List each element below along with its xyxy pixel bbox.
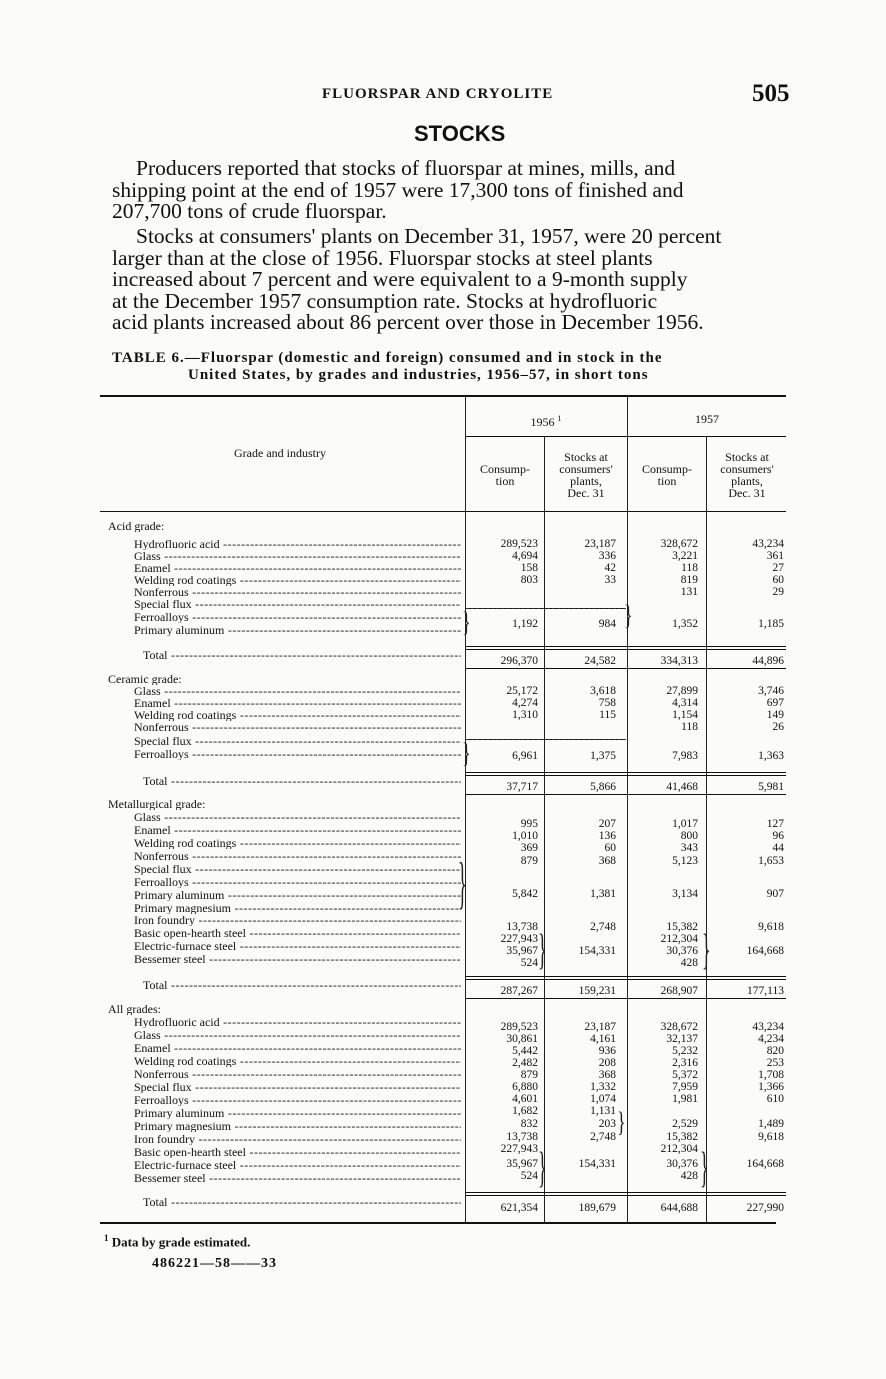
table-cell: 879 bbox=[520, 1069, 538, 1081]
table-cell: 3,134 bbox=[672, 888, 698, 900]
table-cell: 334,313 bbox=[660, 655, 698, 667]
table-cell: 832 bbox=[520, 1118, 538, 1130]
header-line: plants, bbox=[570, 474, 602, 488]
industry-label: Welding rod coatings ----- bbox=[134, 837, 461, 849]
brace: } bbox=[538, 1143, 547, 1191]
table-cell: 1,375 bbox=[590, 750, 616, 762]
grade-heading: Acid grade: bbox=[108, 520, 165, 532]
brace: } bbox=[700, 1143, 709, 1191]
total-rule bbox=[466, 668, 786, 669]
table-cell: 610 bbox=[766, 1093, 784, 1105]
table-cell: 1,332 bbox=[590, 1081, 616, 1093]
table-cell: 1,154 bbox=[672, 709, 698, 721]
caption-line-2 bbox=[112, 367, 792, 384]
column-rule bbox=[544, 437, 545, 1222]
table-cell: 23,187 bbox=[584, 538, 616, 550]
consumption-header-1957 bbox=[628, 463, 706, 487]
table-cell: 118 bbox=[681, 562, 698, 574]
total-rule bbox=[466, 1192, 786, 1193]
table-cell: 177,113 bbox=[747, 985, 784, 997]
table-cell: 4,601 bbox=[512, 1093, 538, 1105]
table-cell: 1,708 bbox=[758, 1069, 784, 1081]
industry-label: Nonferrous ----- bbox=[134, 586, 461, 598]
caption-text-2: United States, by grades and industries, 1956–57, in short tons bbox=[188, 367, 649, 383]
industry-label: Welding rod coatings ----- bbox=[134, 709, 461, 721]
table-cell: 361 bbox=[766, 550, 784, 562]
table-top-rule bbox=[100, 395, 786, 397]
total-rule bbox=[466, 998, 786, 999]
table-cell: 227,990 bbox=[746, 1202, 784, 1214]
industry-label: Enamel ----- bbox=[134, 697, 461, 709]
table-cell: 15,382 bbox=[666, 921, 698, 933]
table-cell: 296,370 bbox=[500, 655, 538, 667]
table-cell: 96 bbox=[772, 830, 784, 842]
header-line: Dec. 31 bbox=[728, 486, 766, 500]
table-cell: 33 bbox=[604, 574, 616, 586]
table-cell: 621,354 bbox=[500, 1202, 538, 1214]
table-cell: 164,668 bbox=[746, 1158, 784, 1170]
table-cell: 1,074 bbox=[590, 1093, 616, 1105]
table-cell: 32,137 bbox=[666, 1033, 698, 1045]
table-cell: 203 bbox=[598, 1118, 616, 1130]
table-cell: 7,983 bbox=[672, 750, 698, 762]
total-rule bbox=[466, 976, 786, 977]
table-cell: 1,192 bbox=[512, 618, 538, 630]
table-cell: 343 bbox=[680, 842, 698, 854]
table-cell: 4,161 bbox=[590, 1033, 616, 1045]
table-cell: 800 bbox=[680, 830, 698, 842]
table-cell: 131 bbox=[680, 586, 698, 598]
industry-label: Special flux ----- bbox=[134, 863, 461, 875]
year-rule bbox=[466, 436, 786, 437]
table-cell: 1,352 bbox=[672, 618, 698, 630]
header-line: Stocks at bbox=[564, 450, 608, 464]
header-line: Consump- bbox=[479, 462, 530, 476]
table-cell: 5,372 bbox=[672, 1069, 698, 1081]
table-cell: 164,668 bbox=[746, 945, 784, 957]
table-cell: 995 bbox=[520, 818, 538, 830]
table-cell: 158 bbox=[520, 562, 538, 574]
table-cell: 9,618 bbox=[758, 921, 784, 933]
table-cell: 936 bbox=[598, 1045, 616, 1057]
industry-label: Bessemer steel ----- bbox=[134, 1172, 461, 1184]
table-cell: 820 bbox=[766, 1045, 784, 1057]
total-rule bbox=[466, 1195, 786, 1196]
table-cell: 1,682 bbox=[512, 1105, 538, 1117]
table-cell: 24,582 bbox=[584, 655, 616, 667]
table-cell: 5,232 bbox=[672, 1045, 698, 1057]
brace: } bbox=[617, 1106, 626, 1138]
table-cell: 212,304 bbox=[660, 1143, 698, 1155]
industry-label: Special flux ----- bbox=[134, 598, 461, 610]
table-cell: 26 bbox=[772, 721, 784, 733]
footnote-ref: 1 bbox=[557, 414, 562, 423]
paragraph-line: acid plants increased about 86 percent over those in December 1956. bbox=[112, 310, 704, 334]
table-cell: 368 bbox=[598, 1069, 616, 1081]
industry-label: Primary magnesium ----- bbox=[134, 902, 461, 914]
table-cell: 2,748 bbox=[590, 921, 616, 933]
table-cell: 4,274 bbox=[512, 697, 538, 709]
total-label: Total ----- bbox=[143, 979, 461, 991]
table-cell: 60 bbox=[772, 574, 784, 586]
industry-label: Basic open-hearth steel ----- bbox=[134, 927, 461, 939]
table-cell: 5,123 bbox=[672, 855, 698, 867]
table-cell: 2,316 bbox=[672, 1057, 698, 1069]
table-cell: 4,314 bbox=[672, 697, 698, 709]
table-cell: 227,943 bbox=[500, 1143, 538, 1155]
industry-label: Special flux ----- bbox=[134, 735, 461, 747]
table-cell: 3,618 bbox=[590, 685, 616, 697]
table-cell: 1,381 bbox=[590, 888, 616, 900]
table-cell: 227,943 bbox=[500, 933, 538, 945]
table-cell: 336 bbox=[598, 550, 616, 562]
header-line: plants, bbox=[731, 474, 763, 488]
table-cell: 328,672 bbox=[660, 538, 698, 550]
paragraph-line: 207,700 tons of crude fluorspar. bbox=[112, 199, 387, 223]
table-cell: 1,981 bbox=[672, 1093, 698, 1105]
industry-label: Glass ----- bbox=[134, 550, 461, 562]
table-cell: 2,482 bbox=[512, 1057, 538, 1069]
header-line: consumers' bbox=[720, 462, 774, 476]
table-cell: 268,907 bbox=[660, 985, 698, 997]
table-cell: 287,267 bbox=[500, 985, 538, 997]
brace: } bbox=[702, 925, 711, 973]
table-cell: 27,899 bbox=[666, 685, 698, 697]
table-cell: 13,738 bbox=[506, 1131, 538, 1143]
header-line: Stocks at bbox=[725, 450, 769, 464]
table-cell: 3,746 bbox=[758, 685, 784, 697]
table-cell: 189,679 bbox=[578, 1202, 616, 1214]
header-bottom-rule bbox=[100, 511, 786, 512]
table-cell: 6,880 bbox=[512, 1081, 538, 1093]
table-cell: 5,842 bbox=[512, 888, 538, 900]
caption-text-1: —Fluorspar (domestic and foreign) consumed and in stock in the bbox=[184, 350, 663, 366]
table-cell: 524 bbox=[520, 957, 538, 969]
header-line: consumers' bbox=[559, 462, 613, 476]
running-head: FLUORSPAR AND CRYOLITE bbox=[322, 86, 554, 102]
table-cell: 42 bbox=[604, 562, 616, 574]
industry-label: Primary aluminum ----- bbox=[134, 624, 461, 636]
table-cell: 43,234 bbox=[752, 1021, 784, 1033]
dashed-rule bbox=[466, 608, 626, 609]
total-rule bbox=[466, 772, 786, 773]
total-label: Total ----- bbox=[143, 649, 461, 661]
grade-heading: All grades: bbox=[108, 1003, 161, 1015]
table-cell: 1,366 bbox=[758, 1081, 784, 1093]
table-cell: 2,529 bbox=[672, 1118, 698, 1130]
table-cell: 1,489 bbox=[758, 1118, 784, 1130]
table-cell: 15,382 bbox=[666, 1131, 698, 1143]
industry-label: Iron foundry ----- bbox=[134, 914, 461, 926]
dashed-rule bbox=[466, 739, 626, 740]
table-cell: 35,967 bbox=[506, 1158, 538, 1170]
page-number: 505 bbox=[752, 80, 790, 107]
table-cell: 1,131 bbox=[590, 1105, 616, 1117]
table-cell: 879 bbox=[520, 855, 538, 867]
total-rule bbox=[466, 979, 786, 980]
table-bottom-rule bbox=[100, 1222, 776, 1224]
industry-label: Enamel ----- bbox=[134, 562, 461, 574]
table-cell: 154,331 bbox=[578, 945, 616, 957]
table-cell: 60 bbox=[604, 842, 616, 854]
table-cell: 819 bbox=[680, 574, 698, 586]
table-cell: 1,010 bbox=[512, 830, 538, 842]
industry-label: Glass ----- bbox=[134, 1029, 461, 1041]
paragraph-line: Stocks at consumers' plants on December 31, 1957, were 20 percent bbox=[136, 224, 722, 248]
paragraph-line: at the December 1957 consumption rate. Stocks at hydrofluoric bbox=[112, 288, 658, 313]
paragraph-line: shipping point at the end of 1957 were 17,300 tons of finished and bbox=[112, 177, 684, 202]
total-label: Total ----- bbox=[143, 1196, 461, 1208]
table-cell: 29 bbox=[772, 586, 784, 598]
total-rule bbox=[466, 649, 786, 650]
table-cell: 43,234 bbox=[752, 538, 784, 550]
table-cell: 369 bbox=[520, 842, 538, 854]
table-cell: 289,523 bbox=[500, 538, 538, 550]
industry-label: Nonferrous ----- bbox=[134, 721, 461, 733]
industry-label: Electric-furnace steel ----- bbox=[134, 1159, 461, 1171]
industry-label: Hydrofluoric acid ----- bbox=[134, 538, 461, 550]
section-title: STOCKS bbox=[414, 121, 506, 146]
table-cell: 159,231 bbox=[578, 985, 616, 997]
footnote bbox=[104, 1233, 250, 1250]
table-cell: 428 bbox=[680, 1170, 698, 1182]
header-line: Dec. 31 bbox=[567, 486, 605, 500]
brace: } bbox=[462, 606, 471, 638]
industry-label: Ferroalloys ----- bbox=[134, 1094, 461, 1106]
grade-heading: Metallurgical grade: bbox=[108, 798, 206, 810]
stub-header: Grade and industry bbox=[234, 446, 326, 460]
table-cell: 30,861 bbox=[506, 1033, 538, 1045]
caption-line-1 bbox=[112, 350, 792, 367]
table-cell: 44 bbox=[772, 842, 784, 854]
brace: } bbox=[538, 925, 547, 973]
industry-label: Ferroalloys ----- bbox=[134, 876, 461, 888]
industry-label: Enamel ----- bbox=[134, 1042, 461, 1054]
industry-label: Iron foundry ----- bbox=[134, 1133, 461, 1145]
industry-label: Bessemer steel ----- bbox=[134, 953, 461, 965]
table-cell: 41,468 bbox=[666, 781, 698, 793]
table-cell: 127 bbox=[766, 818, 784, 830]
year-1956-header bbox=[466, 413, 626, 428]
table-cell: 35,967 bbox=[506, 945, 538, 957]
brace: } bbox=[462, 737, 471, 769]
table-cell: 2,748 bbox=[590, 1131, 616, 1143]
table-cell: 5,866 bbox=[590, 781, 616, 793]
table-cell: 136 bbox=[598, 830, 616, 842]
table-caption bbox=[112, 350, 792, 384]
table-cell: 368 bbox=[598, 855, 616, 867]
industry-label: Welding rod coatings ----- bbox=[134, 574, 461, 586]
header-line: tion bbox=[495, 474, 515, 488]
industry-label: Special flux ----- bbox=[134, 1081, 461, 1093]
table-cell: 758 bbox=[598, 697, 616, 709]
table-cell: 44,896 bbox=[752, 655, 784, 667]
industry-label: Ferroalloys ----- bbox=[134, 611, 461, 623]
table-cell: 212,304 bbox=[660, 933, 698, 945]
paragraph-2 bbox=[112, 226, 792, 334]
table-cell: 984 bbox=[598, 618, 616, 630]
industry-label: Nonferrous ----- bbox=[134, 1068, 461, 1080]
table-cell: 27 bbox=[772, 562, 784, 574]
table-cell: 1,310 bbox=[512, 709, 538, 721]
table-cell: 697 bbox=[766, 697, 784, 709]
table-cell: 207 bbox=[598, 818, 616, 830]
total-rule bbox=[466, 646, 786, 647]
table-cell: 803 bbox=[520, 574, 538, 586]
total-rule bbox=[466, 775, 786, 776]
year-1957-header: 1957 bbox=[695, 412, 719, 426]
table-cell: 4,234 bbox=[758, 1033, 784, 1045]
brace: } bbox=[624, 599, 633, 631]
table-cell: 907 bbox=[766, 888, 784, 900]
column-rule bbox=[706, 437, 707, 1222]
table-cell: 9,618 bbox=[758, 1131, 784, 1143]
table-cell: 1,653 bbox=[758, 855, 784, 867]
table-cell: 154,331 bbox=[578, 1158, 616, 1170]
imprint: 486221—58——33 bbox=[152, 1256, 277, 1271]
table-cell: 644,688 bbox=[660, 1202, 698, 1214]
stocks-header-1957 bbox=[707, 451, 787, 499]
table-cell: 37,717 bbox=[506, 781, 538, 793]
table-cell: 30,376 bbox=[666, 1158, 698, 1170]
table-cell: 3,221 bbox=[672, 550, 698, 562]
paragraph-line: increased about 7 percent and were equivalent to a 9-month supply bbox=[112, 267, 688, 291]
grade-heading: Ceramic grade: bbox=[108, 673, 182, 685]
table-cell: 23,187 bbox=[584, 1021, 616, 1033]
paragraph-line: Producers reported that stocks of fluorspar at mines, mills, and bbox=[136, 156, 676, 180]
brace: } bbox=[458, 851, 467, 915]
industry-label: Electric-furnace steel ----- bbox=[134, 940, 461, 952]
table-cell: 524 bbox=[520, 1170, 538, 1182]
consumption-header-1956 bbox=[466, 463, 544, 487]
header-line: Consump- bbox=[641, 462, 692, 476]
table-cell: 13,738 bbox=[506, 921, 538, 933]
table-cell: 5,442 bbox=[512, 1045, 538, 1057]
table-cell: 5,981 bbox=[758, 781, 784, 793]
industry-label: Primary aluminum ----- bbox=[134, 889, 461, 901]
table-cell: 1,017 bbox=[672, 818, 698, 830]
industry-label: Glass ----- bbox=[134, 685, 461, 697]
paragraph-line: larger than at the close of 1956. Fluorspar stocks at steel plants bbox=[112, 245, 653, 270]
table-cell: 253 bbox=[766, 1057, 784, 1069]
table-cell: 7,959 bbox=[672, 1081, 698, 1093]
industry-label: Primary magnesium ----- bbox=[134, 1120, 461, 1132]
table-cell: 289,523 bbox=[500, 1021, 538, 1033]
table-cell: 4,694 bbox=[512, 550, 538, 562]
industry-label: Hydrofluoric acid ----- bbox=[134, 1016, 461, 1028]
stocks-header-1956 bbox=[545, 451, 627, 499]
table-cell: 115 bbox=[599, 709, 616, 721]
year-label: 1956 bbox=[530, 415, 555, 429]
paragraph-1 bbox=[112, 158, 792, 223]
table-cell: 118 bbox=[681, 721, 698, 733]
table-cell: 328,672 bbox=[660, 1021, 698, 1033]
table-cell: 1,363 bbox=[758, 750, 784, 762]
table-cell: 1,185 bbox=[758, 618, 784, 630]
table-cell: 30,376 bbox=[666, 945, 698, 957]
industry-label: Ferroalloys ----- bbox=[134, 748, 461, 760]
industry-label: Primary aluminum ----- bbox=[134, 1107, 461, 1119]
industry-label: Glass ----- bbox=[134, 811, 461, 823]
total-label: Total ----- bbox=[143, 775, 461, 787]
table-cell: 149 bbox=[766, 709, 784, 721]
caption-label: TABLE 6. bbox=[112, 350, 185, 366]
total-rule bbox=[466, 794, 786, 795]
industry-label: Enamel ----- bbox=[134, 824, 461, 836]
industry-label: Welding rod coatings ----- bbox=[134, 1055, 461, 1067]
table-cell: 25,172 bbox=[506, 685, 538, 697]
table-cell: 208 bbox=[598, 1057, 616, 1069]
column-rule bbox=[465, 397, 466, 1222]
table-cell: 428 bbox=[680, 957, 698, 969]
industry-label: Basic open-hearth steel ----- bbox=[134, 1146, 461, 1158]
footnote-marker: 1 bbox=[104, 1233, 109, 1243]
industry-label: Nonferrous ----- bbox=[134, 850, 461, 862]
header-line: tion bbox=[657, 474, 677, 488]
footnote-text: Data by grade estimated. bbox=[111, 1234, 251, 1250]
table-cell: 6,961 bbox=[512, 750, 538, 762]
